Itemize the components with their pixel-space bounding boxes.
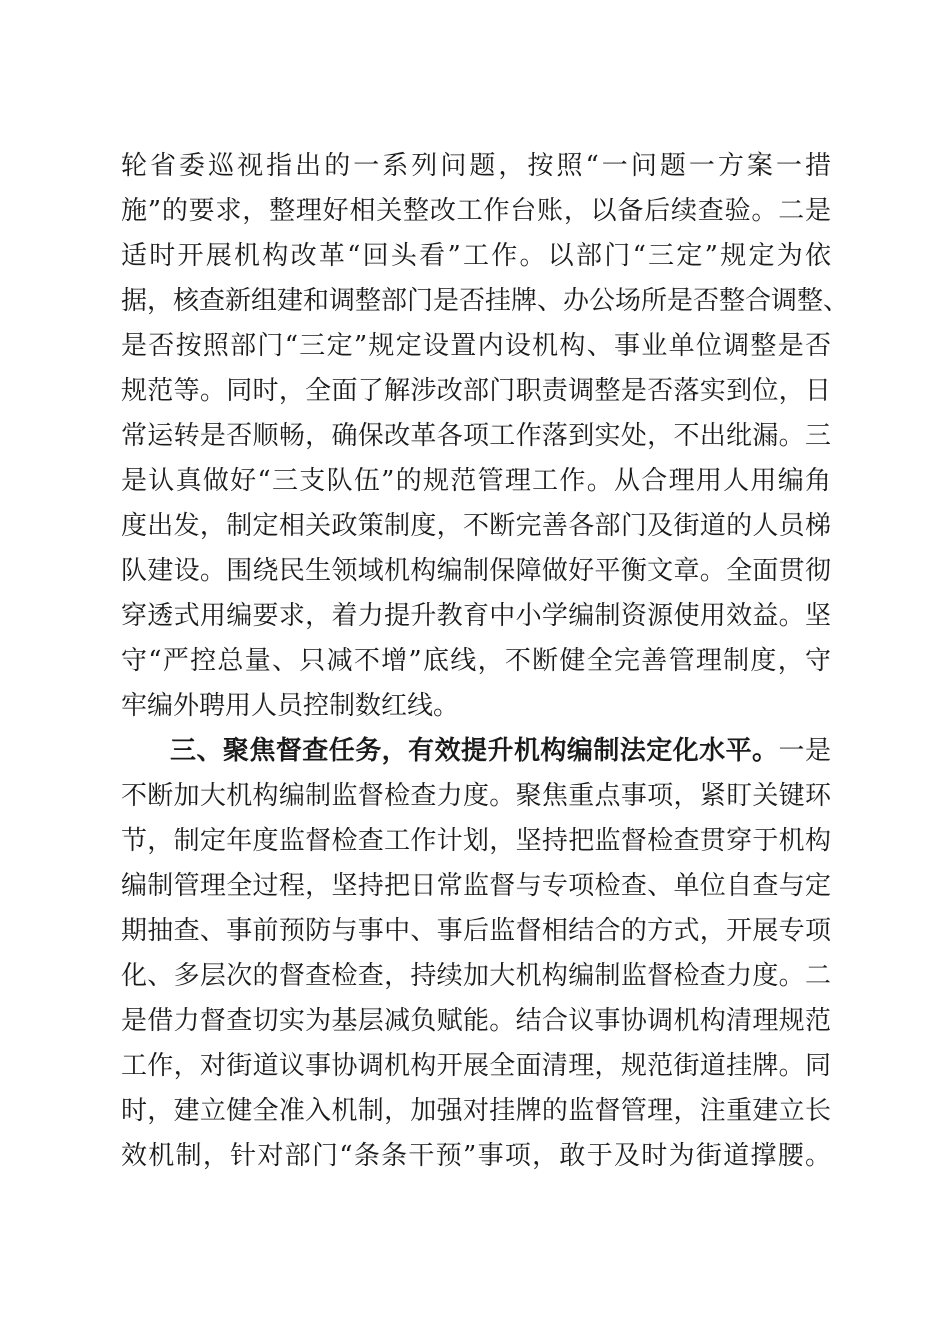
body-text-line: 守“严控总量、只减不增”底线，不断健全完善管理制度，守 <box>121 646 831 676</box>
body-text-line: 编制管理全过程，坚持把日常监督与专项检查、单位自查与定 <box>121 871 831 901</box>
body-text-line: 队建设。围绕民生领域机构编制保障做好平衡文章。全面贯彻 <box>121 556 831 586</box>
body-text-line: 化、多层次的督查检查，持续加大机构编制监督检查力度。二 <box>121 961 831 991</box>
body-text-line: 度出发，制定相关政策制度，不断完善各部门及街道的人员梯 <box>121 511 831 541</box>
body-text-line: 施”的要求，整理好相关整改工作台账，以备后续查验。二是 <box>121 196 831 226</box>
body-text-line: 时，建立健全准入机制，加强对挂牌的监督管理，注重建立长 <box>121 1096 831 1126</box>
body-text-line: 是否按照部门“三定”规定设置内设机构、事业单位调整是否 <box>121 331 831 361</box>
body-text-line: 轮省委巡视指出的一系列问题，按照“一问题一方案一措 <box>121 151 831 181</box>
section-heading-line <box>170 730 831 772</box>
body-text-line: 期抽查、事前预防与事中、事后监督相结合的方式，开展专项 <box>121 916 831 946</box>
section-heading: 三、聚焦督查任务，有效提升机构编制法定化水平。 <box>170 736 779 766</box>
body-text-line: 常运转是否顺畅，确保改革各项工作落到实处，不出纰漏。三 <box>121 421 831 451</box>
body-text-line: 是借力督查切实为基层减负赋能。结合议事协调机构清理规范 <box>121 1006 831 1036</box>
body-text-line: 规范等。同时，全面了解涉改部门职责调整是否落实到位，日 <box>121 376 831 406</box>
body-text-line: 穿透式用编要求，着力提升教育中小学编制资源使用效益。坚 <box>121 601 831 631</box>
body-text-line: 不断加大机构编制监督检查力度。聚焦重点事项，紧盯关键环 <box>121 781 831 811</box>
body-text-line: 牢编外聘用人员控制数红线。 <box>121 691 460 721</box>
body-text-line: 是认真做好“三支队伍”的规范管理工作。从合理用人用编角 <box>121 466 831 496</box>
body-text-line: 工作，对街道议事协调机构开展全面清理，规范街道挂牌。同 <box>121 1051 831 1081</box>
body-text-line: 效机制，针对部门“条条干预”事项，敢于及时为街道撑腰。 <box>121 1141 831 1171</box>
body-text-line: 节，制定年度监督检查工作计划，坚持把监督检查贯穿于机构 <box>121 826 831 856</box>
section-heading-continuation: 一是 <box>778 736 831 766</box>
body-text-line: 适时开展机构改革“回头看”工作。以部门“三定”规定为依 <box>121 241 831 271</box>
body-text-line: 据，核查新组建和调整部门是否挂牌、办公场所是否整合调整、 <box>121 286 850 316</box>
